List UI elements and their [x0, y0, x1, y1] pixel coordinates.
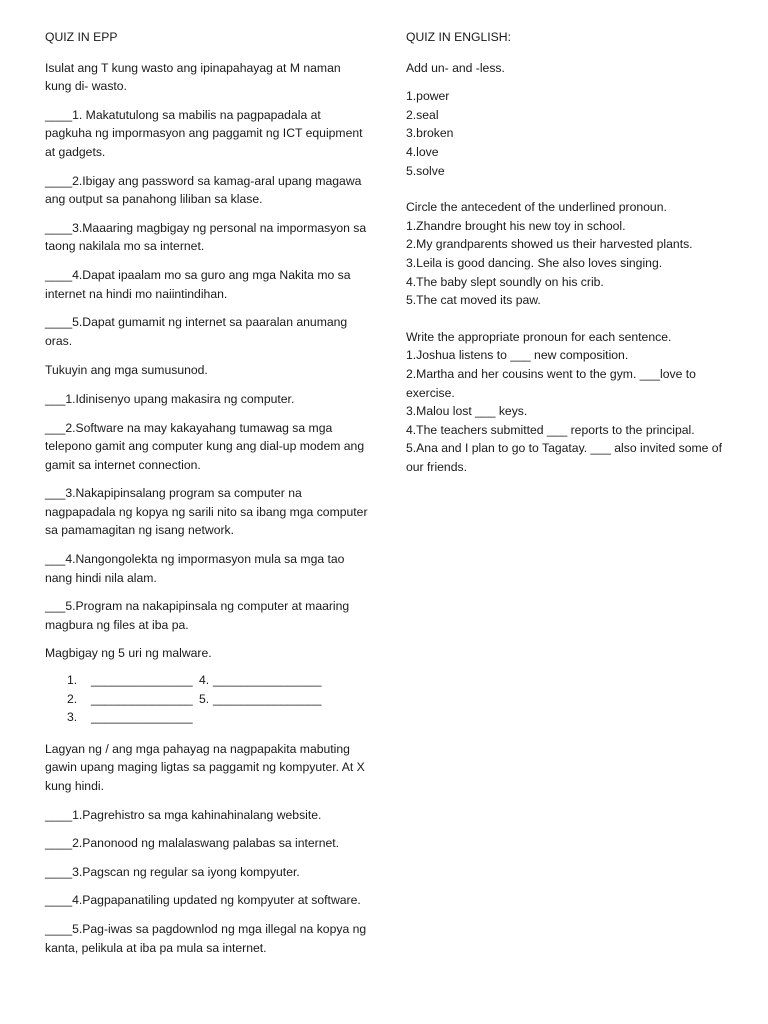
malware-number: 4. [199, 673, 210, 688]
malware-instruction: Magbigay ng 5 uri ng malware. [45, 646, 212, 661]
tm-item: ____5.Dapat gumamit ng internet sa paaralan anumang oras. [45, 315, 348, 348]
identify-item: ___2.Software na may kakayahang tumawag sa mga telepono gamit ang computer kung ang dial-up modem ang gamit sa internet connection. [45, 420, 365, 472]
word-item: 1.power [406, 89, 450, 104]
word-item: 5.solve [406, 163, 445, 178]
malware-number: 1. [67, 673, 78, 688]
antecedent-item: 3.Leila is good dancing. She also loves singing. [406, 255, 663, 270]
check-item: ____3.Pagscan ng regular sa iyong kompyuter. [45, 864, 300, 879]
check-item: ____2.Panonood ng malalaswang palabas sa internet. [45, 836, 340, 851]
check-item: ____4.Pagpapanatiling updated ng kompyuter at software. [45, 893, 361, 908]
antecedent-item: 1.Zhandre brought his new toy in school. [406, 218, 626, 233]
antecedent-item: 5.The cat moved its paw. [406, 293, 541, 308]
word-item: 4.love [406, 144, 439, 159]
malware-number: 5. [199, 691, 210, 706]
malware-row [45, 690, 370, 709]
epp-quiz-column [45, 28, 370, 957]
tm-item: ____2.Ibigay ang password sa kamag-aral upang magawa ang output sa panahong liliban sa klase. [45, 173, 362, 207]
check-instruction: Lagyan ng / ang mga pahayag na nagpapakita mabuting gawin upang maging ligtas sa paggamit ng kompyuter. At X kung hindi. [45, 741, 365, 793]
pronoun-item: 2.Martha and her cousins went to the gym. ___love to exercise. [406, 366, 696, 400]
check-item: ____1.Pagrehistro sa mga kahinahinalang website. [45, 807, 322, 822]
malware-answer-list [45, 671, 370, 727]
epp-quiz-title: QUIZ IN EPP [45, 30, 118, 44]
word-item: 3.broken [406, 126, 454, 141]
pronoun-item: 3.Malou lost ___ keys. [406, 404, 528, 419]
identify-item: ___4.Nangongolekta ng impormasyon mula sa mga tao nang hindi nila alam. [45, 552, 345, 585]
check-item: ____5.Pag-iwas sa pagdownlod ng mga illegal na kopya ng kanta, pelikula at iba pa mula sa internet. [45, 921, 367, 955]
identify-item: ___3.Nakapipinsalang program sa computer na nagpapadala ng kopya ng sarili nito sa ibang mga computer sa pamamagitan ng isang network. [45, 486, 368, 538]
antecedent-item: 4.The baby slept soundly on his crib. [406, 274, 604, 289]
word-list [406, 87, 736, 180]
pronoun-item: 5.Ana and I plan to go to Tagatay. ___ also invited some of our friends. [406, 441, 722, 474]
tm-item: ____1. Makatutulong sa mabilis na pagpapadala at pagkuha ng impormasyon ang paggamit ng ICT equipment at gadgets. [45, 107, 363, 159]
affix-instruction: Add un- and -less. [406, 60, 505, 75]
malware-blank: _______________ [91, 673, 193, 688]
malware-number: 3. [67, 710, 78, 725]
malware-blank: ________________ [213, 673, 322, 688]
word-item: 2.seal [406, 107, 439, 122]
english-quiz-title: QUIZ IN ENGLISH: [406, 30, 511, 44]
malware-number: 2. [67, 691, 78, 706]
pronoun-item: 1.Joshua listens to ___ new composition. [406, 348, 629, 363]
antecedent-instruction: Circle the antecedent of the underlined pronoun. [406, 200, 667, 215]
antecedent-item: 2.My grandparents showed us their harvested plants. [406, 237, 693, 252]
malware-blank: _______________ [91, 710, 193, 725]
identify-item: ___1.Idinisenyo upang makasira ng computer. [45, 391, 295, 406]
malware-row [45, 708, 370, 727]
tm-instruction: Isulat ang T kung wasto ang ipinapahayag at M naman kung di- wasto. [45, 60, 341, 94]
english-quiz-column [406, 28, 736, 476]
tm-item: ____4.Dapat ipaalam mo sa guro ang mga Nakita mo sa internet na hindi mo naiintindihan. [45, 267, 351, 301]
malware-blank: ________________ [213, 691, 322, 706]
tm-item: ____3.Maaaring magbigay ng personal na impormasyon sa taong nakilala mo sa internet. [45, 220, 367, 254]
pronoun-section [406, 328, 736, 477]
identify-item: ___5.Program na nakapipinsala ng computer at maaring magbura ng files at iba pa. [45, 599, 350, 632]
malware-row [45, 671, 370, 690]
identify-instruction: Tukuyin ang mga sumusunod. [45, 363, 208, 378]
antecedent-section [406, 198, 736, 310]
pronoun-item: 4.The teachers submitted ___ reports to the principal. [406, 422, 695, 437]
pronoun-instruction: Write the appropriate pronoun for each sentence. [406, 329, 672, 344]
malware-blank: _______________ [91, 691, 193, 706]
